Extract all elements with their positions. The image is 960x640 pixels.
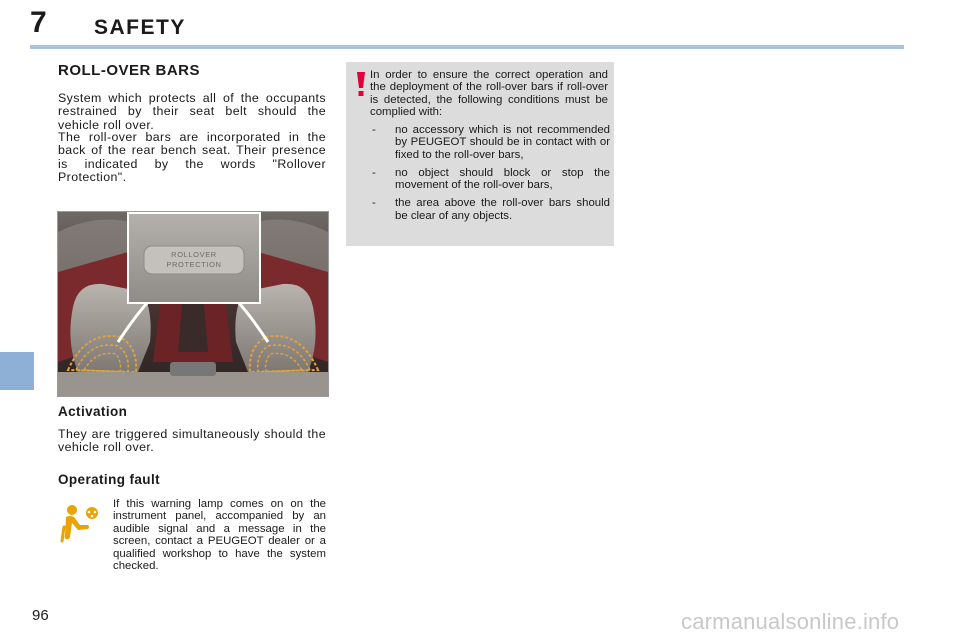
notice-intro: In order to ensure the correct operation and the deployment of the roll-over bars if roll-over is detected, the following conditions must be complied with: [370, 69, 608, 118]
operating-fault-text: If this warning lamp comes on on the instrument panel, accompanied by an audible signal and a message in the screen, contact a PEUGEOT dealer or a qualified workshop to have the system checked. [113, 498, 326, 573]
operating-fault-title: Operating fault [58, 472, 161, 487]
list-bullet: - [372, 197, 376, 210]
location-paragraph: The roll-over bars are incorporated in the back of the rear bench seat. Their presence is indicated by the words "Rollover Protection". [58, 130, 326, 185]
list-item [370, 167, 610, 192]
section-title: ROLL-OVER BARS [58, 62, 200, 79]
list-item [370, 124, 610, 161]
list-item-text: the area above the roll-over bars should be clear of any objects. [395, 197, 610, 222]
header-rule [30, 45, 904, 49]
chapter-side-tab [0, 352, 34, 390]
activation-text: They are triggered simultaneously should the vehicle roll over. [58, 427, 326, 455]
activation-title: Activation [58, 404, 128, 419]
list-item-text: no accessory which is not recommended by PEUGEOT should be in contact with or fixed to the roll-over bars, [395, 124, 610, 161]
exclamation-icon [354, 70, 368, 98]
list-bullet: - [372, 166, 376, 179]
page-number: 96 [32, 607, 49, 624]
chapter-title: SAFETY [94, 16, 186, 39]
list-item-text: no object should block or stop the movement of the roll-over bars, [395, 166, 610, 192]
list-item [370, 197, 610, 222]
watermark: carmanualsonline.info [681, 609, 900, 634]
airbag-warning-icon [60, 503, 102, 543]
notice-conditions-list [370, 124, 610, 228]
rollover-bars-photo [57, 211, 329, 397]
notice-box [346, 62, 614, 246]
photo-label-line1: ROLLOVER [171, 250, 217, 259]
photo-label-line2: PROTECTION [166, 260, 222, 269]
chapter-number: 7 [30, 6, 47, 39]
list-bullet: - [372, 124, 376, 136]
intro-paragraph: System which protects all of the occupants restrained by their seat belt should the vehicle roll over. [58, 91, 326, 132]
